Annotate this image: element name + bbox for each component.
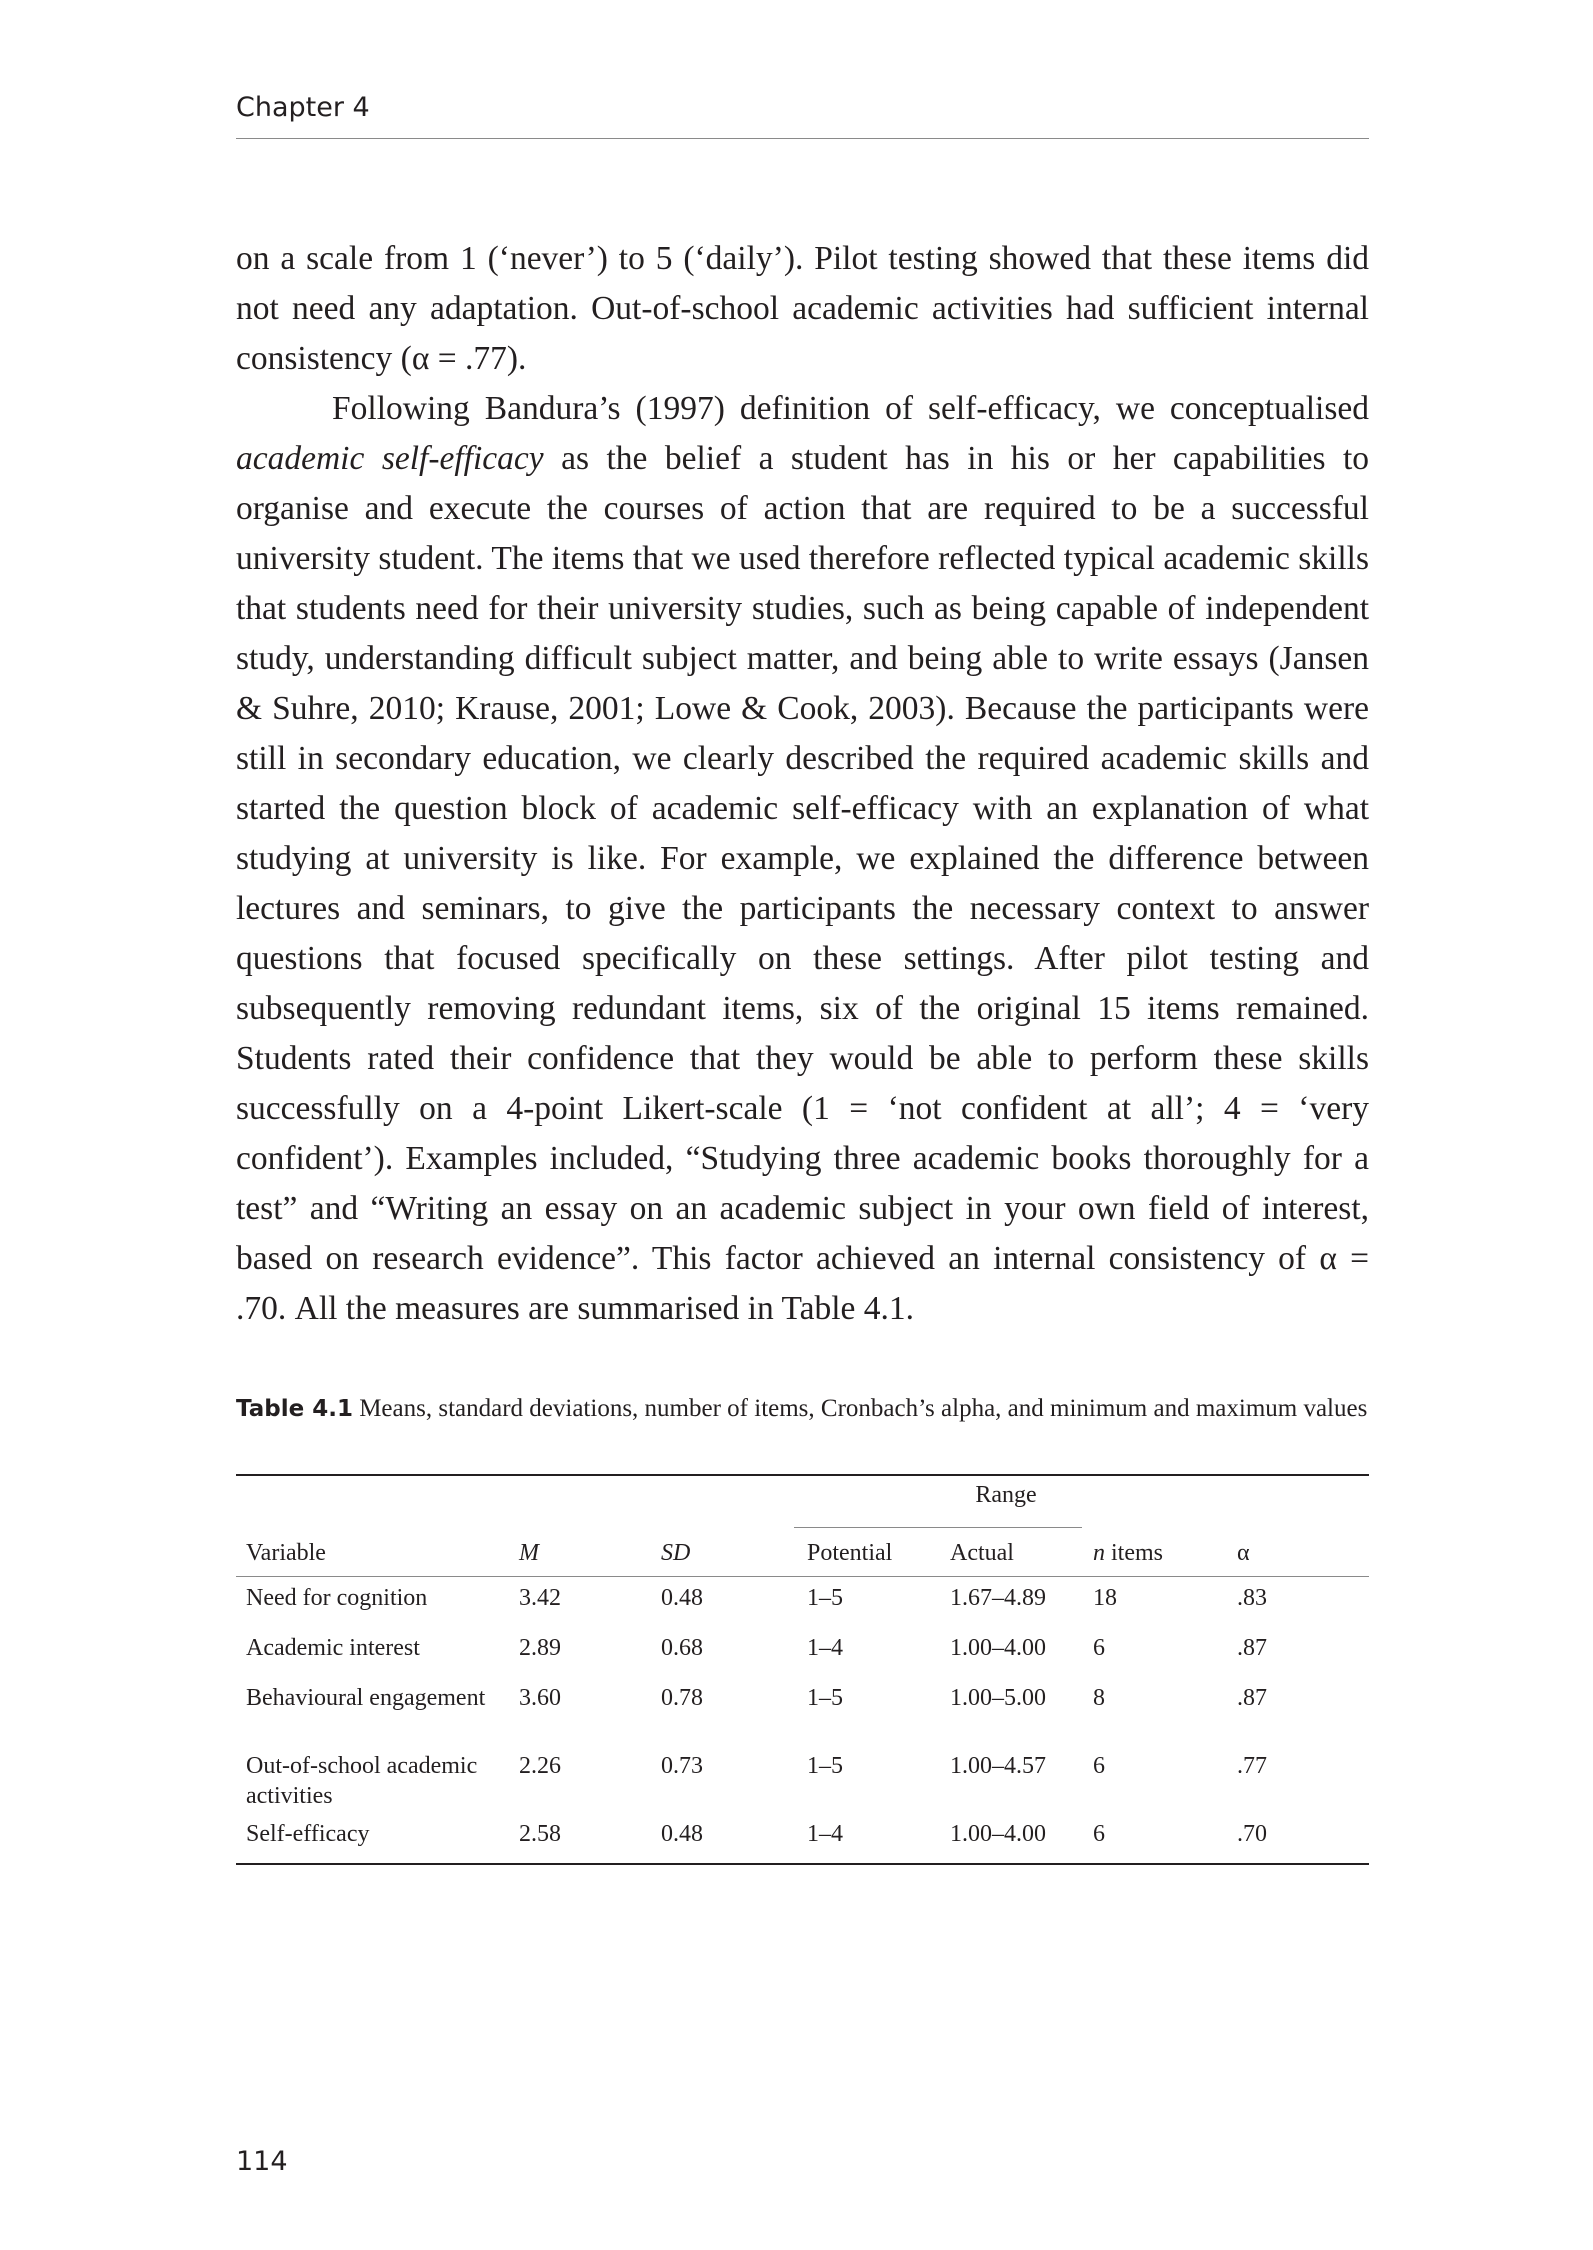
cell-potential: 1–4	[807, 1821, 843, 1847]
cell-potential: 1–5	[807, 1685, 843, 1711]
cell-mean: 2.89	[519, 1635, 561, 1661]
cell-variable: Behavioural engagement	[246, 1685, 486, 1711]
table-row	[236, 1677, 1369, 1745]
cell-sd: 0.78	[661, 1685, 703, 1711]
data-table	[236, 1474, 1369, 1865]
header-rule	[236, 138, 1369, 139]
col-header-variable: Variable	[246, 1540, 326, 1566]
cell-variable: Need for cognition	[246, 1585, 428, 1611]
cell-sd: 0.68	[661, 1635, 703, 1661]
cell-actual: 1.67–4.89	[950, 1585, 1046, 1611]
cell-potential: 1–5	[807, 1753, 843, 1779]
cell-actual: 1.00–4.00	[950, 1821, 1046, 1847]
body-text	[236, 234, 1369, 1334]
cell-n-items: 6	[1093, 1753, 1105, 1779]
cell-sd: 0.48	[661, 1585, 703, 1611]
cell-actual: 1.00–4.57	[950, 1753, 1046, 1779]
table-range-header	[236, 1476, 1369, 1524]
cell-variable: Self-efficacy	[246, 1821, 370, 1847]
table-bottom-rule	[236, 1863, 1369, 1865]
cell-mean: 2.26	[519, 1753, 561, 1779]
table-label: Table 4.1	[236, 1396, 353, 1422]
cell-alpha: .70	[1237, 1821, 1267, 1847]
col-header-items: items	[1105, 1540, 1163, 1566]
cell-actual: 1.00–4.00	[950, 1635, 1046, 1661]
table-row	[236, 1813, 1369, 1863]
cell-alpha: .87	[1237, 1635, 1267, 1661]
cell-sd: 0.48	[661, 1821, 703, 1847]
table-caption	[236, 1392, 1369, 1426]
col-header-mean: M	[519, 1540, 539, 1566]
table-caption-text: Means, standard deviations, number of items, Cronbach’s alpha, and minimum and maximum values	[352, 1395, 1368, 1422]
cell-n-items: 8	[1093, 1685, 1105, 1711]
cell-mean: 3.60	[519, 1685, 561, 1711]
cell-sd: 0.73	[661, 1753, 703, 1779]
col-header-alpha: α	[1237, 1540, 1250, 1566]
table-row	[236, 1745, 1369, 1813]
cell-alpha: .77	[1237, 1753, 1267, 1779]
col-header-actual: Actual	[950, 1540, 1014, 1566]
page-number: 114	[236, 2146, 288, 2177]
table-row	[236, 1577, 1369, 1627]
cell-potential: 1–4	[807, 1635, 843, 1661]
cell-actual: 1.00–5.00	[950, 1685, 1046, 1711]
paragraph-1: on a scale from 1 (‘never’) to 5 (‘daily’). Pilot testing showed that these items did not need any adaptation. Out-of-school academic activities had sufficient internal consistency (α = .77).	[236, 240, 1369, 377]
col-header-n-items	[1093, 1538, 1163, 1568]
paragraph-2	[236, 384, 1369, 1334]
cell-potential: 1–5	[807, 1585, 843, 1611]
paragraph-2-italic-term: academic self-efficacy	[236, 440, 544, 477]
cell-n-items: 6	[1093, 1821, 1105, 1847]
cell-mean: 2.58	[519, 1821, 561, 1847]
paragraph-2-rest: as the belief a student has in his or her capabilities to organise and execute the courses of action that are required to be a successful university student. The items that we used therefore reflected typical academic skills that students need for their university studies, such as being capable of independent study, understanding difficult subject matter, and being able to write essays (Jansen & Suhre, 2010; Krause, 2001; Lowe & Cook, 2003). Because the participants were still in secondary education, we clearly described the required academic skills and started the question block of academic self-efficacy with an explanation of what studying at university is like. For example, we explained the difference between lectures and seminars, to give the participants the necessary context to answer questions that focused specifically on these settings. After pilot testing and subsequently removing redundant items, six of the original 15 items remained. Students rated their confidence that they would be able to perform these skills successfully on a 4-point Likert-scale (1 = ‘not confident at all’; 4 = ‘very confident’). Examples included, “Studying three academic books thoroughly for a test” and “Writing an essay on an academic subject in your own field of interest, based on research evidence”. This factor achieved an internal consistency of α = .70. All the measures are summarised in Table 4.1.	[236, 440, 1370, 1327]
cell-alpha: .87	[1237, 1685, 1267, 1711]
cell-variable: Out-of-school academic activities	[246, 1753, 478, 1809]
range-header-label: Range	[975, 1482, 1037, 1508]
cell-n-items: 18	[1093, 1585, 1117, 1611]
table-column-header	[236, 1524, 1369, 1576]
col-header-n: n	[1093, 1540, 1105, 1566]
cell-n-items: 6	[1093, 1635, 1105, 1661]
cell-variable: Academic interest	[246, 1635, 420, 1661]
paragraph-2-start: Following Bandura’s (1997) definition of self-efficacy, we conceptualised	[332, 390, 1369, 427]
cell-mean: 3.42	[519, 1585, 561, 1611]
col-header-sd: SD	[661, 1540, 691, 1566]
table-row	[236, 1627, 1369, 1677]
running-head: Chapter 4	[236, 92, 370, 123]
col-header-potential: Potential	[807, 1540, 893, 1566]
cell-alpha: .83	[1237, 1585, 1267, 1611]
